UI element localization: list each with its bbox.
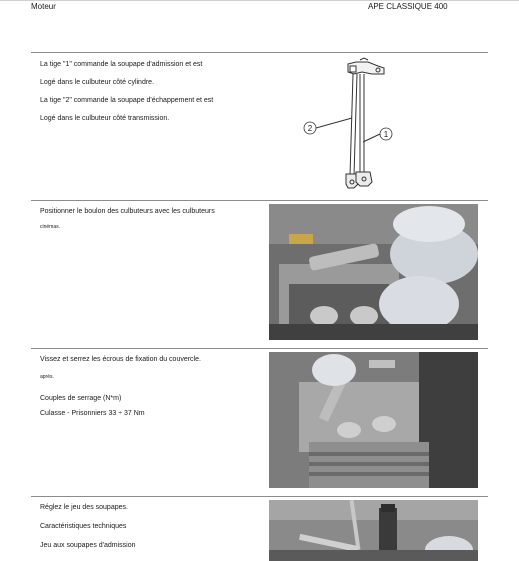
header-section: Moteur (31, 2, 56, 11)
block3-line-3: Couples de serrage (N*m) (40, 395, 122, 402)
pushrod-diagram (298, 56, 408, 196)
block1-line-4: Logé dans le culbuteur côté transmission. (40, 115, 170, 122)
block4-line-1: Réglez le jeu des soupapes. (40, 504, 128, 511)
photo-rocker-assembly (269, 204, 478, 340)
block2-line-1: Positionner le boulon des culbuteurs avec les culbuteurs (40, 208, 215, 215)
callout-2-label: 2 (307, 124, 313, 133)
divider (31, 200, 488, 201)
divider (31, 348, 488, 349)
divider (31, 496, 488, 497)
block4-line-2: Caractéristiques techniques (40, 523, 127, 530)
page-top-rule (0, 0, 519, 1)
block4-line-3: Jeu aux soupapes d'admission (40, 542, 136, 549)
header-model: APE CLASSIQUE 400 (368, 2, 448, 11)
block1-line-1: La tige "1" commande la soupape d'admission et est (40, 61, 203, 68)
photo-cover-nuts (269, 352, 478, 488)
photo-valve-clearance (269, 500, 478, 561)
block3-line-2: après. (40, 374, 54, 380)
callout-1-label: 1 (383, 130, 389, 139)
block3-line-4: Culasse - Prisonniers 33 ÷ 37 Nm (40, 410, 145, 417)
block1-line-3: La tige "2" commande la soupape d'échappement et est (40, 97, 214, 104)
block1-line-2: Logé dans le culbuteur côté cylindre. (40, 79, 155, 86)
block2-line-2: cinémas. (40, 224, 61, 230)
divider (31, 52, 488, 53)
block3-line-1: Vissez et serrez les écrous de fixation du couvercle. (40, 356, 201, 363)
